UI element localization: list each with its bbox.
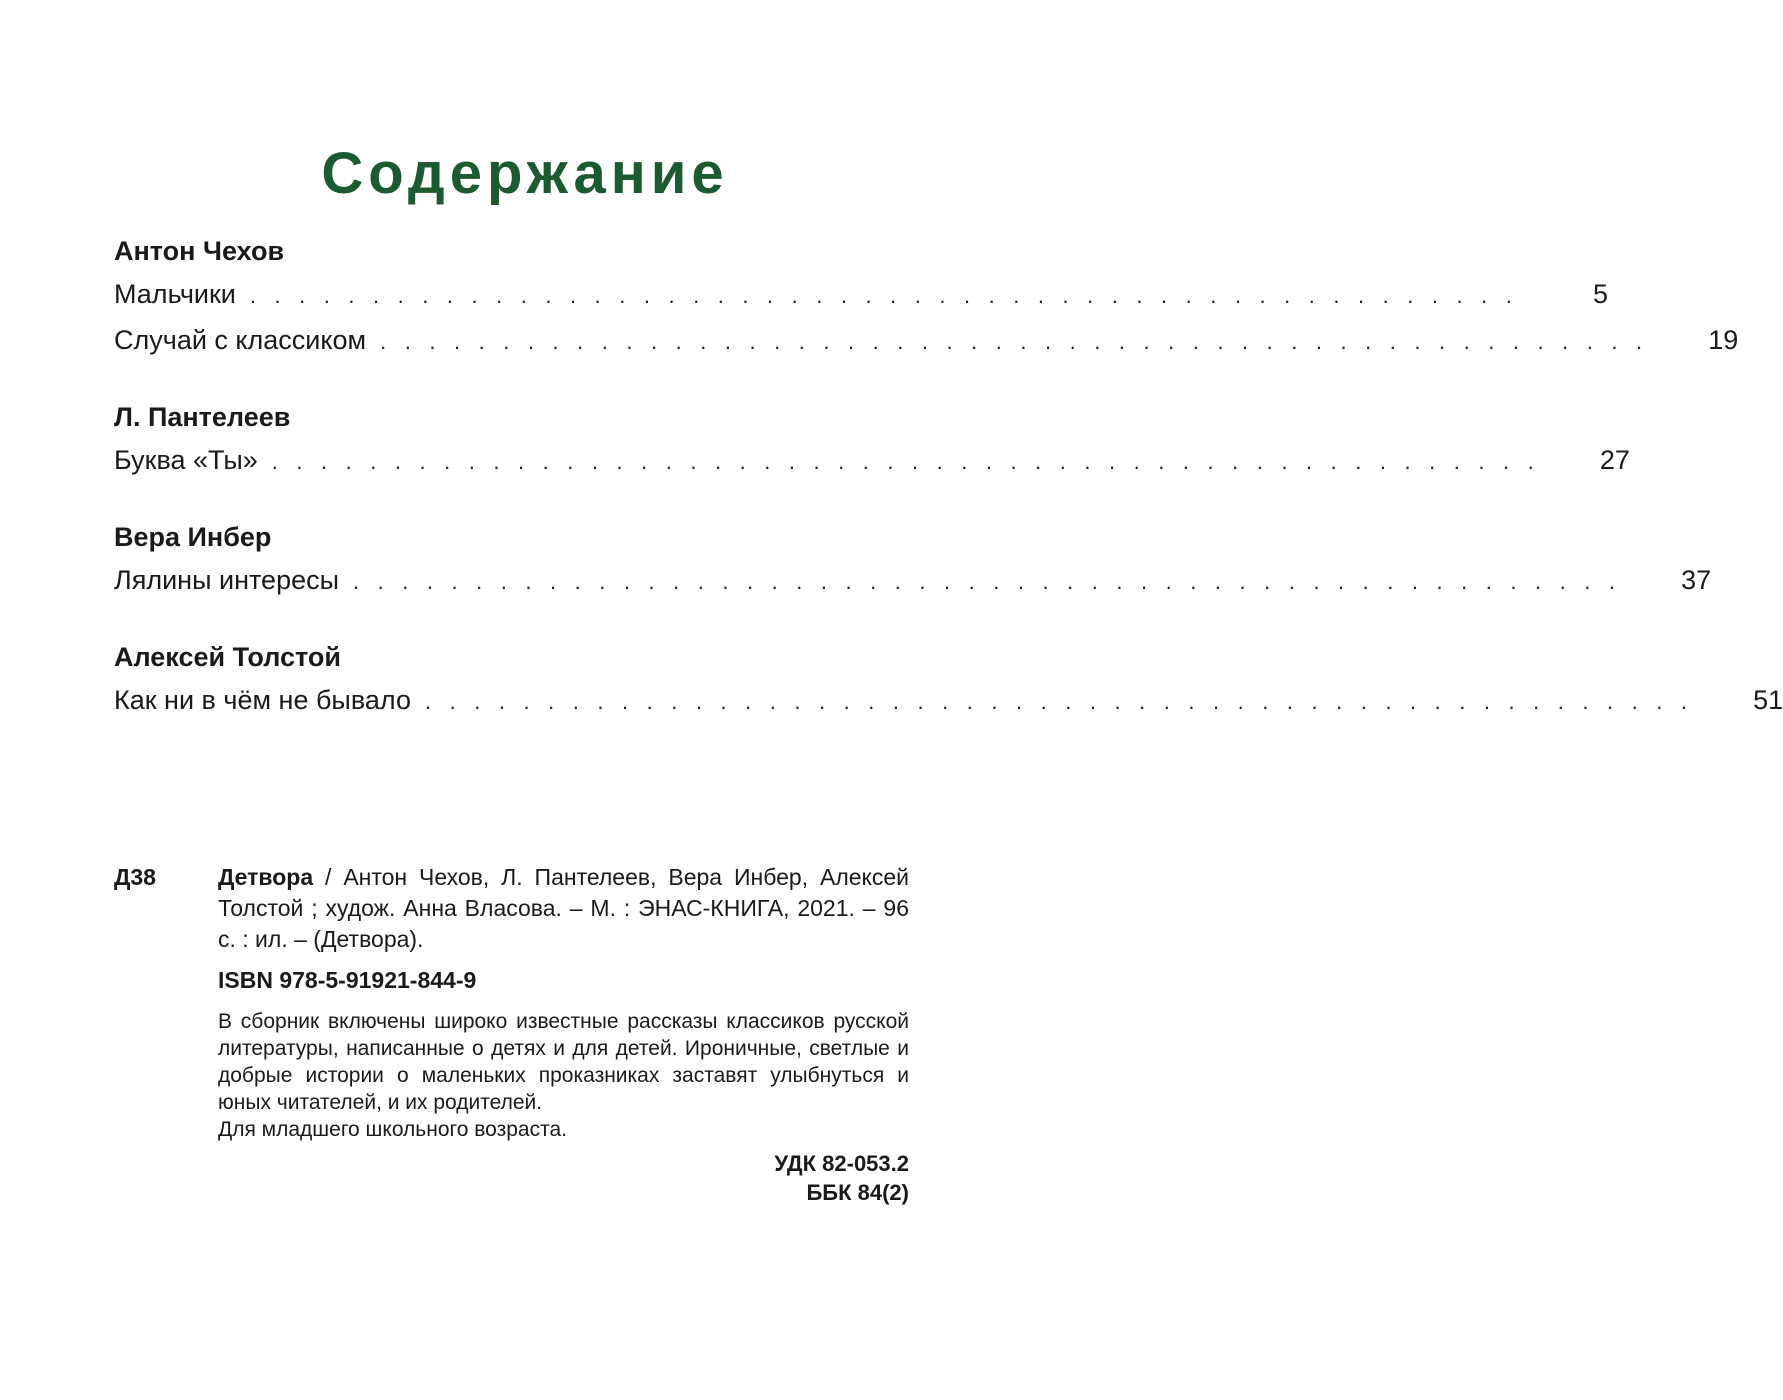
toc-entry-page: 37: [1681, 565, 1712, 595]
toc-entry: [114, 560, 1712, 602]
bbk-code: ББК 84(2): [806, 1180, 909, 1205]
toc-entry: [114, 320, 1739, 362]
toc-entry: [114, 440, 1630, 482]
toc-author: Л. Пантелеев: [114, 402, 291, 432]
toc-entry-title: Как ни в чём не бывало: [114, 685, 411, 715]
toc-entry-title: Случай с классиком: [114, 325, 367, 355]
catalog-details: / Антон Чехов, Л. Пантелеев, Вера Инбер, Алексей Толстой ; худож. Анна Власова. – М. : ЭНАС-КНИГА, 2021. – 96 с. : ил. – (Детвора).: [218, 864, 909, 952]
toc-entry-title: Мальчики: [114, 279, 236, 309]
dot-leader: . . . . . . . . . . . . . . . . . . . . . . . . . . . . . . . . . . . . . . . . . . . . . . . . . . . .: [424, 689, 1694, 714]
dot-leader: . . . . . . . . . . . . . . . . . . . . . . . . . . . . . . . . . . . . . . . . . . . . . . . . . . . .: [249, 283, 1519, 308]
catalog-description: [218, 862, 909, 955]
annotation: В сборник включены широко известные рассказы классиков русской литературы, написанные о детях и для детей. Ироничные, светлые и добрые истории о маленьких проказниках заставят улыбнуться и юных читателей, и их родителей.: [218, 1010, 909, 1114]
toc-entry-title: Лялины интересы: [114, 565, 340, 595]
dot-leader: . . . . . . . . . . . . . . . . . . . . . . . . . . . . . . . . . . . . . . . . . . . . . . . . . . . .: [271, 449, 1540, 474]
dot-leader: . . . . . . . . . . . . . . . . . . . . . . . . . . . . . . . . . . . . . . . . . . . . . . . . . . . .: [380, 329, 1649, 354]
book-title: Детвора: [218, 864, 314, 890]
author-mark: Д38: [114, 864, 156, 890]
toc-entry-title: Буква «Ты»: [114, 445, 258, 475]
catalog-entry: [114, 862, 909, 955]
classification-codes: [114, 1149, 909, 1207]
toc-entry: [114, 680, 1783, 722]
toc-entry-page: 51: [1753, 685, 1783, 715]
toc-entry-page: 27: [1599, 445, 1630, 475]
audience-note: Для младшего школьного возраста.: [218, 1118, 567, 1141]
table-of-contents: [114, 232, 1783, 722]
dot-leader: . . . . . . . . . . . . . . . . . . . . . . . . . . . . . . . . . . . . . . . . . . . . . . . . . . . .: [353, 569, 1622, 594]
toc-entry-page: 19: [1708, 325, 1739, 355]
page-title: Содержание: [321, 141, 729, 206]
bibliographic-record: [114, 862, 909, 1207]
toc-author: Антон Чехов: [114, 236, 285, 266]
toc-entry-page: 5: [1593, 279, 1609, 309]
isbn: ISBN 978-5-91921-844-9: [218, 967, 477, 993]
toc-author: Вера Инбер: [114, 522, 272, 552]
toc-entry: [114, 274, 1609, 316]
udk-code: УДК 82-053.2: [774, 1151, 909, 1176]
toc-author: Алексей Толстой: [114, 642, 341, 672]
